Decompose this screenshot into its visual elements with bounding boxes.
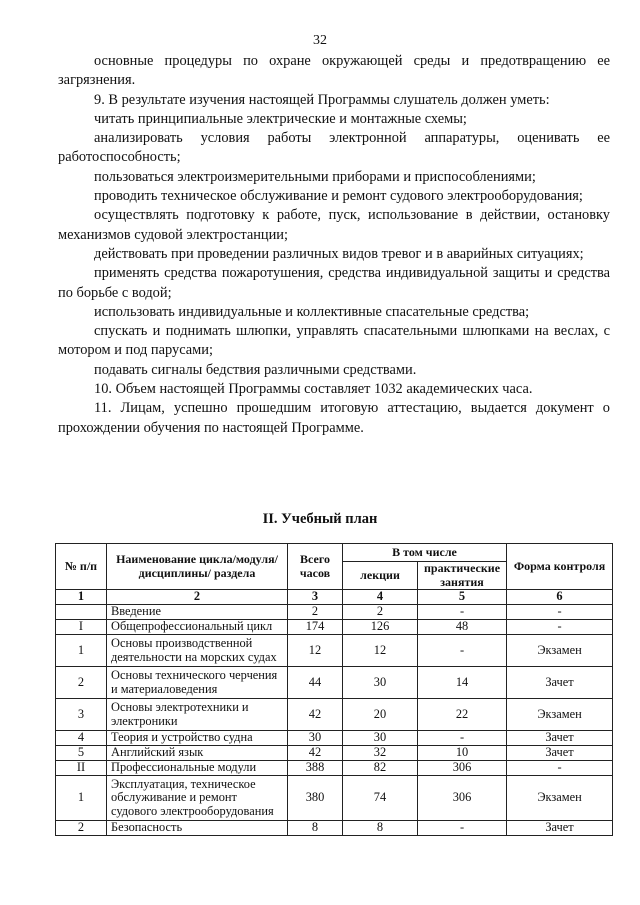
row-num-cell: 1 [56, 776, 107, 821]
curriculum-table [55, 543, 613, 836]
row-practice-cell: 10 [418, 746, 507, 761]
row-lectures-cell: 82 [343, 761, 418, 776]
row-name-cell: Английский язык [107, 746, 288, 761]
row-name-cell: Профессиональные модули [107, 761, 288, 776]
header-num: № п/п [56, 544, 107, 590]
table-row [56, 761, 613, 776]
row-num-cell: I [56, 620, 107, 635]
row-name-cell: Введение [107, 605, 288, 620]
row-lectures-cell: 20 [343, 699, 418, 731]
column-number: 2 [107, 590, 288, 605]
paragraph: 9. В результате изучения настоящей Программы слушатель должен уметь: [94, 91, 550, 108]
row-lectures-cell: 126 [343, 620, 418, 635]
row-practice-cell: 306 [418, 761, 507, 776]
row-control-cell: Зачет [507, 667, 613, 699]
row-control-cell: Зачет [507, 746, 613, 761]
row-lectures-cell: 12 [343, 635, 418, 667]
paragraph: применять средства пожаротушения, средства индивидуальной защиты и средства по борьбе с водой; [58, 265, 610, 301]
paragraph: спускать и поднимать шлюпки, управлять спасательными шлюпками на веслах, с мотором и под парусами; [58, 323, 610, 359]
row-total-cell: 12 [288, 635, 343, 667]
column-number: 6 [507, 590, 613, 605]
column-number: 3 [288, 590, 343, 605]
paragraph: 10. Объем настоящей Программы составляет 1032 академических часа. [94, 381, 533, 398]
row-practice-cell: 48 [418, 620, 507, 635]
row-control-cell: Зачет [507, 731, 613, 746]
row-practice-cell: - [418, 731, 507, 746]
header-lectures: лекции [343, 562, 418, 590]
body-text [58, 52, 610, 438]
row-num-cell: II [56, 761, 107, 776]
paragraph: действовать при проведении различных видов тревог и в аварийных ситуациях; [94, 245, 584, 262]
table-row [56, 821, 613, 836]
row-name-cell: Основы электротехники и электроники [107, 699, 288, 731]
row-total-cell: 30 [288, 731, 343, 746]
header-control: Форма контроля [507, 544, 613, 590]
table-row [56, 605, 613, 620]
row-num-cell: 3 [56, 699, 107, 731]
paragraph: пользоваться электроизмерительными приборами и приспособлениями; [94, 168, 536, 185]
row-total-cell: 44 [288, 667, 343, 699]
row-lectures-cell: 30 [343, 731, 418, 746]
row-num-cell: 2 [56, 821, 107, 836]
row-num-cell: 2 [56, 667, 107, 699]
paragraph: подавать сигналы бедствия различными средствами. [94, 361, 417, 378]
row-num-cell: 1 [56, 635, 107, 667]
table-row [56, 620, 613, 635]
header-practice: практические занятия [418, 562, 507, 590]
paragraph: проводить техническое обслуживание и ремонт судового электрооборудования; [94, 188, 583, 205]
paragraph: осуществлять подготовку к работе, пуск, использование в действии, остановку механизмов судовой электростанции; [58, 207, 610, 243]
header-total: Всего часов [288, 544, 343, 590]
row-lectures-cell: 30 [343, 667, 418, 699]
row-practice-cell: - [418, 821, 507, 836]
row-total-cell: 174 [288, 620, 343, 635]
header-group: В том числе [343, 544, 507, 562]
row-name-cell: Основы технического черчения и материаловедения [107, 667, 288, 699]
row-control-cell: - [507, 620, 613, 635]
row-name-cell: Эксплуатация, техническое обслуживание и ремонт судового электрооборудования [107, 776, 288, 821]
column-number-row [56, 590, 613, 605]
row-num-cell [56, 605, 107, 620]
row-lectures-cell: 2 [343, 605, 418, 620]
row-total-cell: 388 [288, 761, 343, 776]
header-name: Наименование цикла/модуля/дисциплины/ раздела [107, 544, 288, 590]
paragraph: использовать индивидуальные и коллективные спасательные средства; [94, 303, 530, 320]
row-lectures-cell: 8 [343, 821, 418, 836]
table-row [56, 699, 613, 731]
table-row [56, 667, 613, 699]
row-lectures-cell: 32 [343, 746, 418, 761]
table-row [56, 776, 613, 821]
row-lectures-cell: 74 [343, 776, 418, 821]
row-control-cell: - [507, 761, 613, 776]
row-practice-cell: - [418, 635, 507, 667]
section-title: II. Учебный план [262, 511, 378, 527]
column-number: 5 [418, 590, 507, 605]
table-row [56, 635, 613, 667]
row-num-cell: 4 [56, 731, 107, 746]
paragraph: анализировать условия работы электронной аппаратуры, оценивать ее работоспособность; [58, 130, 610, 166]
row-total-cell: 8 [288, 821, 343, 836]
row-control-cell: Экзамен [507, 699, 613, 731]
row-total-cell: 42 [288, 746, 343, 761]
paragraph: читать принципиальные электрические и монтажные схемы; [94, 110, 467, 127]
column-number: 4 [343, 590, 418, 605]
paragraph: 11. Лицам, успешно прошедшим итоговую аттестацию, выдается документ о прохождении обучения по настоящей Программе. [58, 400, 610, 436]
row-practice-cell: 22 [418, 699, 507, 731]
row-name-cell: Общепрофессиональный цикл [107, 620, 288, 635]
row-practice-cell: 14 [418, 667, 507, 699]
row-total-cell: 42 [288, 699, 343, 731]
row-practice-cell: - [418, 605, 507, 620]
row-total-cell: 380 [288, 776, 343, 821]
column-number: 1 [56, 590, 107, 605]
table-row [56, 731, 613, 746]
row-total-cell: 2 [288, 605, 343, 620]
row-practice-cell: 306 [418, 776, 507, 821]
row-control-cell: Зачет [507, 821, 613, 836]
page-number: 32 [313, 33, 327, 48]
paragraph: основные процедуры по охране окружающей среды и предотвращению ее загрязнения. [58, 53, 610, 89]
row-control-cell: Экзамен [507, 776, 613, 821]
table-row [56, 746, 613, 761]
row-name-cell: Теория и устройство судна [107, 731, 288, 746]
row-name-cell: Безопасность [107, 821, 288, 836]
row-control-cell: Экзамен [507, 635, 613, 667]
row-num-cell: 5 [56, 746, 107, 761]
row-name-cell: Основы производственной деятельности на морских судах [107, 635, 288, 667]
row-control-cell: - [507, 605, 613, 620]
